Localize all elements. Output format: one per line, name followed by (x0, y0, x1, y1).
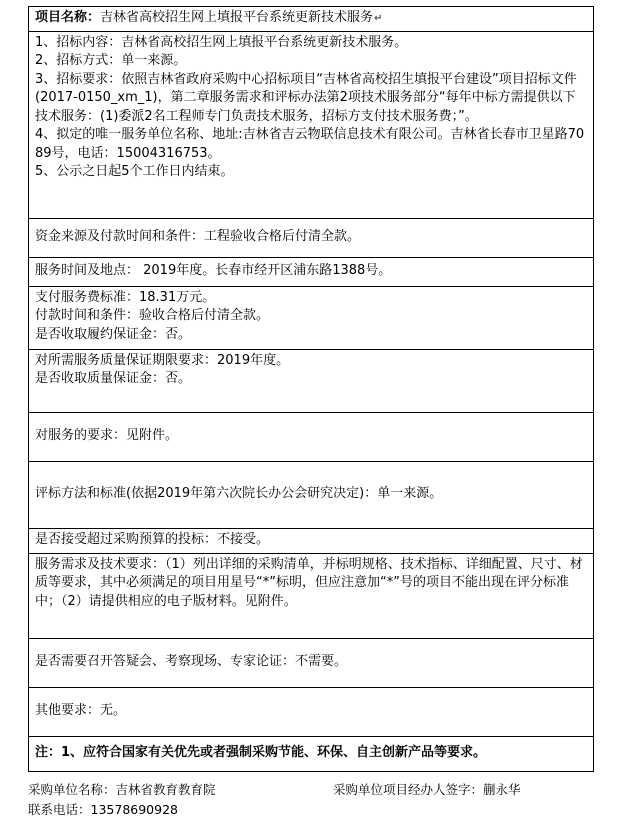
over-budget-text: 是否接受超过采购预算的投标：不接受。 (35, 531, 270, 547)
quality-row (29, 349, 594, 412)
evaluation-row (29, 461, 594, 528)
payment-row (29, 286, 594, 349)
quality-deposit: 是否收取质量保证金：否。 (35, 371, 192, 386)
note-row (29, 736, 594, 771)
time-place-row (29, 257, 594, 286)
note-cell (29, 736, 594, 771)
technical-requirement-text: 服务需求及技术要求：（1）列出详细的采购清单，并标明规格、技术指标、详细配置、尺寸、材质等要求，其中必须满足的项目用星号“*”标明，但应注意加“*”号的项目不能出现在评分标准中；（2）请提供相应的电子版材料。见附件。 (35, 556, 583, 609)
tender-info-row (29, 31, 594, 218)
service-requirement-cell (29, 412, 594, 461)
tender-item-3: 3、招标要求：依照吉林省政府采购中心招标项目“吉林省高校招生填报平台建设”项目招标文件(2017-0150_xm_1)，第二章服务需求和评标办法第2项技术服务部分“每年中标方需提供以下技术服务：(1)委派2名工程师专门负责技术服务，招标方支付技术服务费；”。 (35, 71, 577, 124)
tender-item-1: 1、招标内容：吉林省高校招生网上填报平台系统更新技术服务。 (35, 34, 408, 50)
other-requirement-text: 其他要求：无。 (35, 703, 127, 719)
payment-standard: 支付服务费标准：18.31万元。 (35, 289, 216, 305)
project-name-value: 吉林省高校招生网上填报平台系统更新技术服务 (100, 10, 374, 25)
paragraph-mark-icon: ↵ (374, 13, 383, 24)
tender-item-2: 2、招标方式：单一来源。 (35, 53, 187, 68)
tender-item-5: 5、公示之日起5个工作日内结束。 (35, 164, 234, 179)
payment-terms: 付款时间和条件：验收合格后付清全款。 (35, 308, 270, 323)
evaluation-text: 评标方法和标准(依据2019年第六次院长办公会研究决定)：单一来源。 (35, 486, 443, 502)
funding-cell (29, 218, 594, 257)
tender-item-4: 4、拟定的唯一服务单位名称、地址:吉林省吉云物联信息技术有限公司。吉林省长春市卫星路7089号，电话：15004316753。 (35, 127, 585, 161)
service-requirement-row (29, 412, 594, 461)
time-place-cell (29, 257, 594, 286)
performance-deposit: 是否收取履约保证金：否。 (35, 326, 192, 342)
project-name-row (29, 7, 594, 32)
meeting-row (29, 638, 594, 687)
other-requirement-cell (29, 687, 594, 736)
note-text: 注：1、应符合国家有关优先或者强制采购节能、环保、自主创新产品等要求。 (35, 745, 487, 761)
manager-value: 蒯永华 (483, 782, 521, 797)
over-budget-cell (29, 528, 594, 553)
payment-cell (29, 286, 594, 349)
tender-info-cell (29, 31, 594, 218)
quality-period: 对所需服务质量保证期限要求：2019年度。 (35, 352, 290, 368)
phone-label: 联系电话： (28, 802, 91, 817)
footer-row-1 (28, 780, 594, 800)
unit-name-value: 吉林省教育教育院 (115, 782, 216, 797)
project-name-cell (29, 7, 594, 32)
phone-value: 13578690928 (90, 802, 178, 817)
unit-name-label: 采购单位名称： (28, 782, 116, 797)
manager-signature (333, 780, 521, 800)
funding-text: 资金来源及付款时间和条件：工程验收合格后付清全款。 (35, 229, 361, 245)
meeting-text: 是否需要召开答疑会、考察现场、专家论证：不需要。 (35, 654, 348, 670)
footer-row-2 (28, 800, 594, 820)
manager-label: 采购单位项目经办人签字： (333, 782, 484, 797)
technical-requirement-cell (29, 553, 594, 638)
technical-requirement-row (29, 553, 594, 638)
time-place-text: 服务时间及地点： 2019年度。长春市经开区浦东路1388号。 (35, 263, 392, 279)
document (28, 6, 594, 772)
other-requirement-row (29, 687, 594, 736)
quality-cell (29, 349, 594, 412)
footer (28, 780, 594, 820)
meeting-cell (29, 638, 594, 687)
over-budget-row (29, 528, 594, 553)
service-requirement-text: 对服务的要求：见附件。 (35, 428, 179, 444)
project-name-label: 项目名称： (35, 10, 101, 25)
funding-row (29, 218, 594, 257)
procurement-form-table (28, 6, 594, 772)
evaluation-cell (29, 461, 594, 528)
